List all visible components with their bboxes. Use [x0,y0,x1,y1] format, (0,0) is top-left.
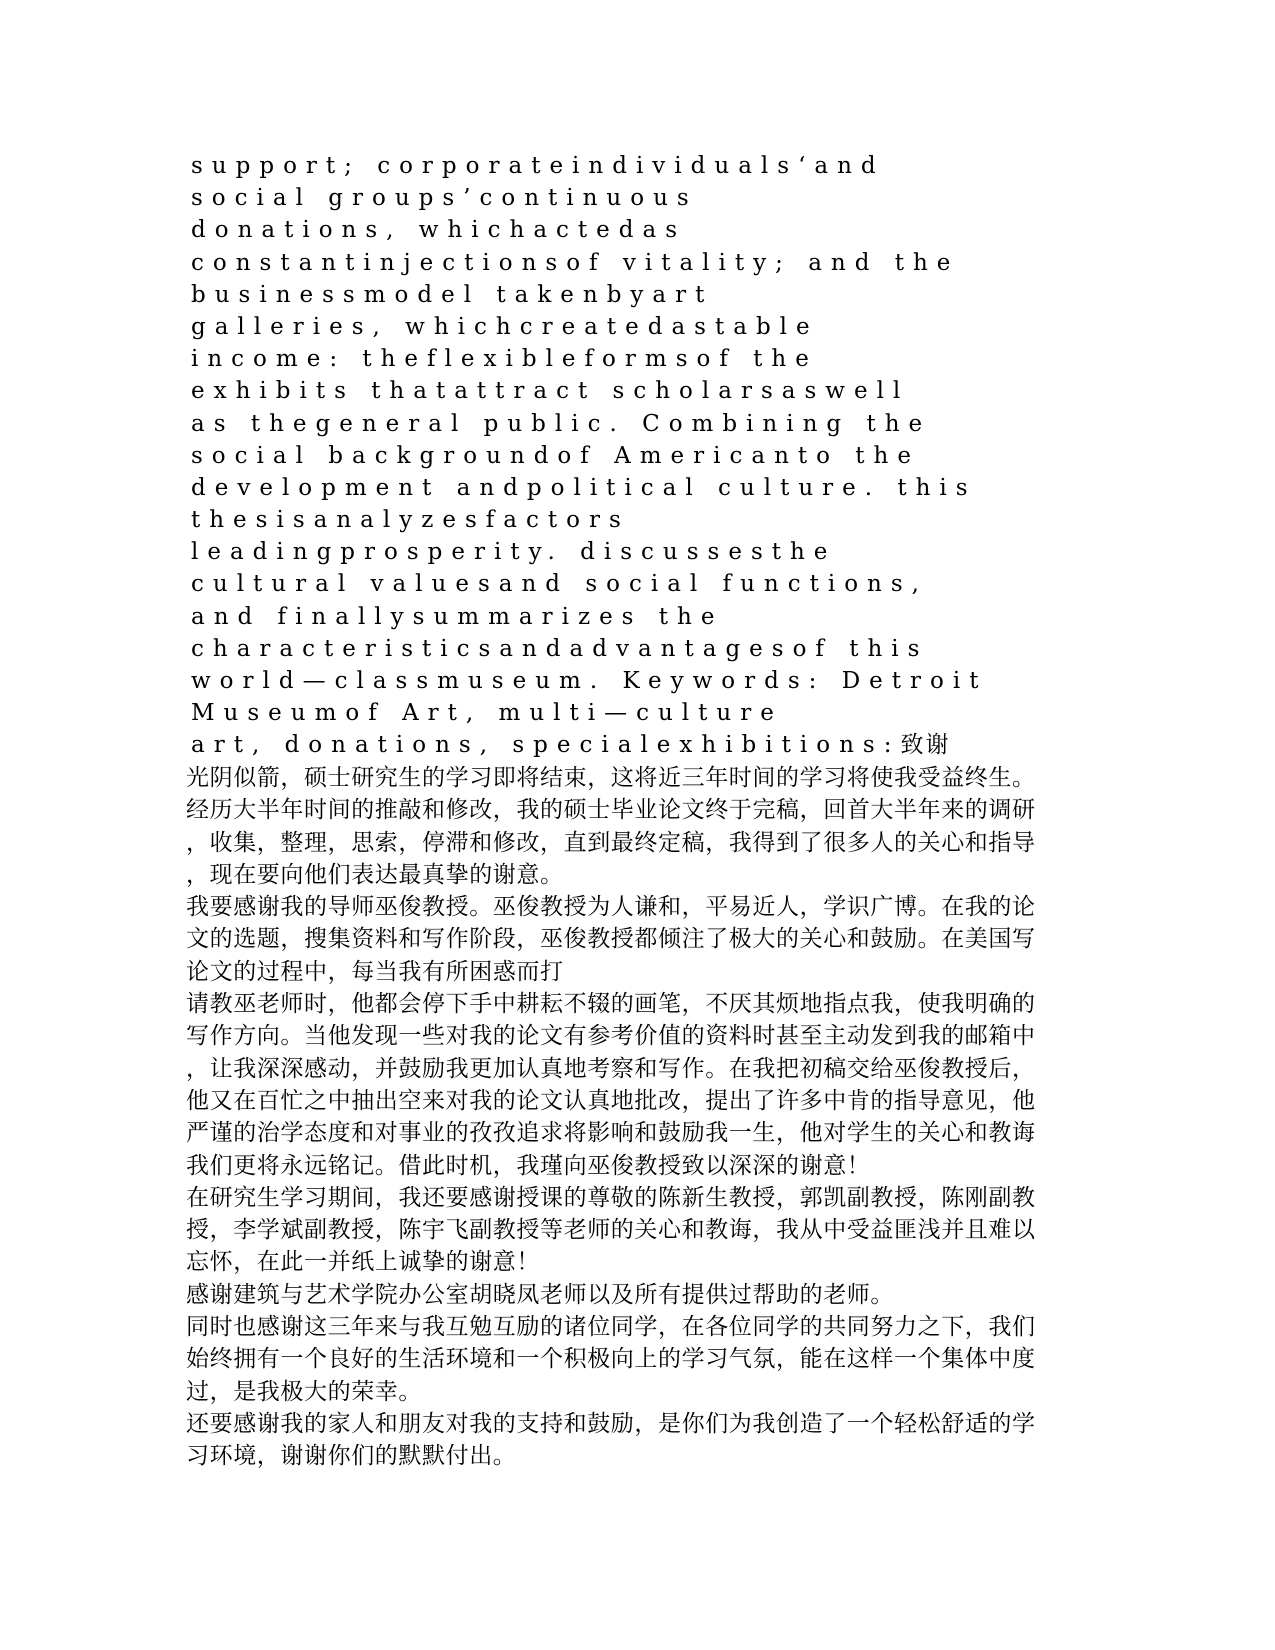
acknowledgement-body [186,762,1091,1473]
ack-line: 还要感谢我的家人和朋友对我的支持和鼓励，是你们为我创造了一个轻松舒适的学 [186,1410,1036,1437]
ack-line: 光阴似箭，硕士研究生的学习即将结束，这将近三年时间的学习将使我受益终生。 [186,765,1036,791]
ack-line: 请教巫老师时，他都会停下手中耕耘不辍的画笔，不厌其烦地指点我，使我明确的 [186,991,1036,1018]
abstract-line-with-heading [191,729,1091,761]
ack-line: 他又在百忙之中抽出空来对我的论文认真地批改，提出了许多中肯的指导意见，他 [186,1087,1036,1114]
abstract-line: characteristicsandadvantagesof this [191,635,929,662]
abstract-line: Museumof Art, multi—culture [191,700,783,727]
ack-line: 授，李学斌副教授，陈宇飞副教授等老师的关心和教诲，我从中受益匪浅并且难以 [186,1217,1036,1244]
abstract-line: businessmodel takenbyart [191,281,714,308]
abstract-line: income: theflexibleformsof the [191,346,818,373]
abstract-line: support; corporateindividuals‘and [191,153,885,179]
ack-line: ，让我深深感动，并鼓励我更加认真地考察和写作。在我把初稿交给巫俊教授后， [186,1055,1036,1082]
english-abstract [191,150,1091,762]
abstract-line: donations, whichactedas [191,217,687,244]
acknowledgement-heading: 致谢 [900,732,951,759]
ack-line: ，收集，整理，思索，停滞和修改，直到最终定稿，我得到了很多人的关心和指导 [186,829,1036,856]
abstract-line: development andpolitical culture. this [191,474,977,501]
abstract-line: social groups’continuous [191,185,698,212]
ack-line: 习环境，谢谢你们的默默付出。 [186,1443,517,1470]
ack-line: ，现在要向他们表达最真挚的谢意。 [186,861,564,888]
ack-line: 忘怀，在此一并纸上诚挚的谢意！ [186,1249,540,1276]
ack-line: 我要感谢我的导师巫俊教授。巫俊教授为人谦和，平易近人，学识广博。在我的论 [186,894,1036,921]
ack-line: 文的选题，搜集资料和写作阶段，巫俊教授都倾注了极大的关心和鼓励。在美国写 [186,926,1036,953]
ack-line: 过，是我极大的荣幸。 [186,1378,422,1405]
abstract-line: world—classmuseum. Keywords: Detroit [191,668,988,694]
ack-line: 同时也感谢这三年来与我互勉互励的诸位同学，在各位同学的共同努力之下，我们 [186,1314,1036,1341]
abstract-line: cultural valuesand social functions, [191,571,928,598]
abstract-line: exhibits thatattract scholarsaswell [191,378,910,405]
ack-line: 在研究生学习期间，我还要感谢授课的尊敬的陈新生教授，郭凯副教授，陈刚副教 [186,1184,1036,1211]
abstract-line: galleries, whichcreatedastable [191,313,819,340]
abstract-last-line: art, donations, specialexhibitions: [191,732,901,759]
abstract-line: constantinjectionsof vitality; and the [191,249,960,276]
abstract-line: social backgroundof Americanto the [191,442,920,469]
abstract-line: thesisanalyzesfactors [191,507,630,534]
ack-line: 写作方向。当他发现一些对我的论文有参考价值的资料时甚至主动发到我的邮箱中 [186,1023,1036,1050]
ack-line: 始终拥有一个良好的生活环境和一个积极向上的学习气氛，能在这样一个集体中度 [186,1346,1036,1373]
abstract-line: leadingprosperity. discussesthe [191,539,837,566]
abstract-line: as thegeneral public. Combining the [191,410,932,437]
ack-line: 我们更将永远铭记。借此时机，我瑾向巫俊教授致以深深的谢意！ [186,1152,871,1179]
ack-line: 经历大半年时间的推敲和修改，我的硕士毕业论文终于完稿，回首大半年来的调研 [186,797,1036,824]
abstract-line: and finallysummarizes the [191,603,724,630]
ack-line: 论文的过程中，每当我有所困惑而打 [186,958,564,985]
ack-line: 感谢建筑与艺术学院办公室胡晓凤老师以及所有提供过帮助的老师。 [186,1281,894,1308]
ack-line: 严谨的治学态度和对事业的孜孜追求将影响和鼓励我一生，他对学生的关心和教诲 [186,1120,1036,1147]
